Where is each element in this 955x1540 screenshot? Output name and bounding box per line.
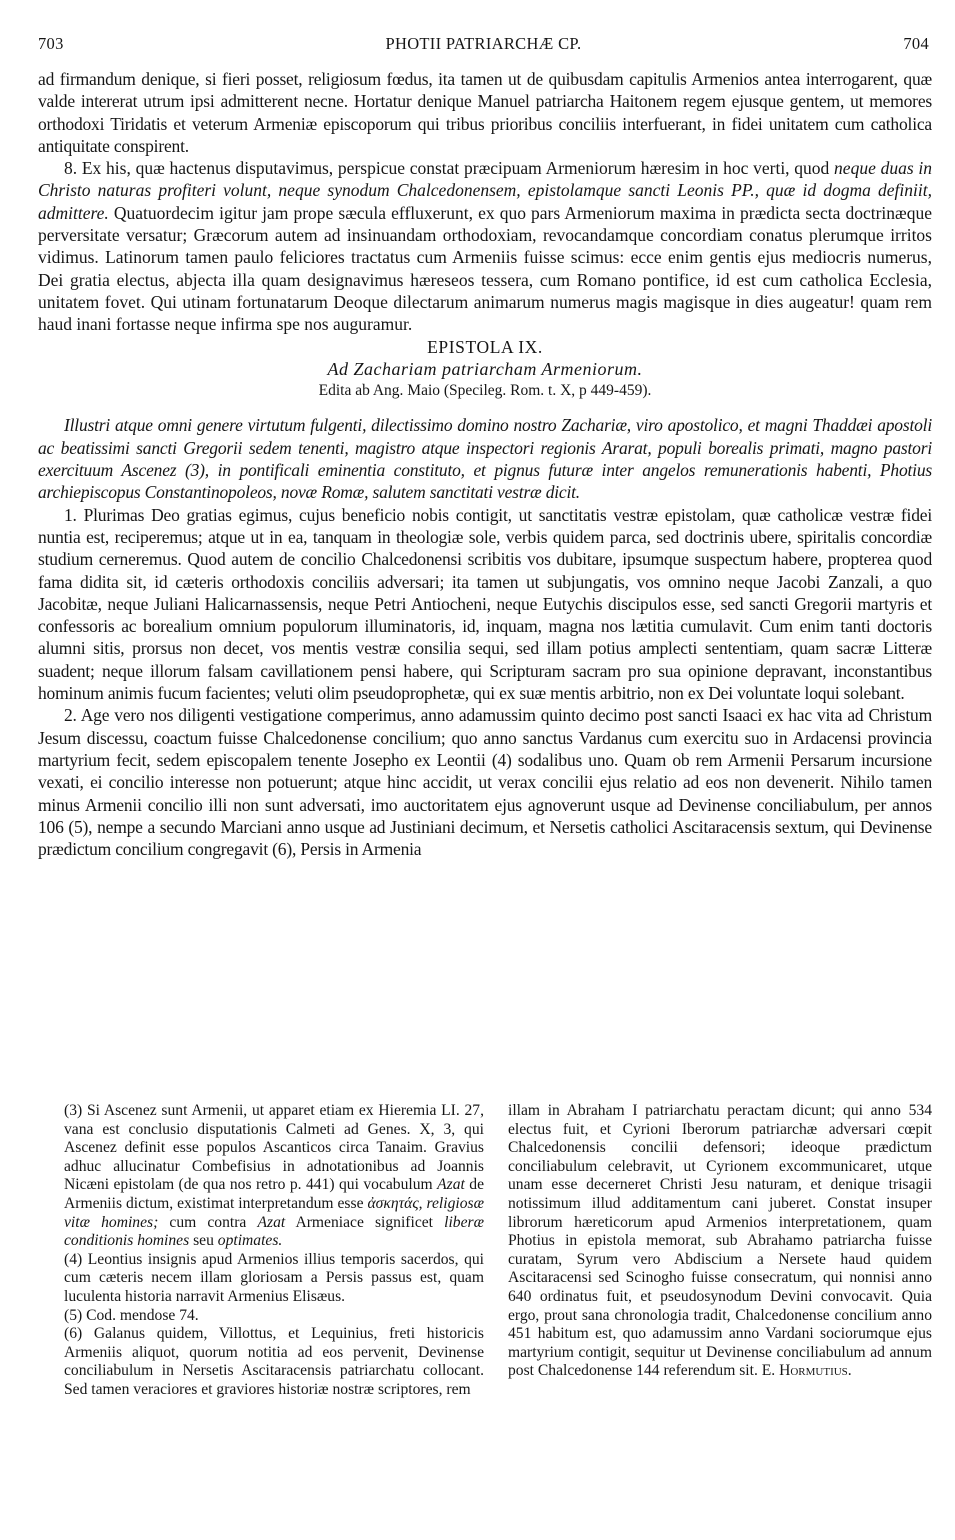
footnote-5: (5) Cod. mendose 74. (64, 1306, 199, 1324)
paragraph-8-text-b: Quatuordecim igitur jam prope sæcula effluxerunt, ex quo pars Armeniorum maxima in prædicta secta doctrinæque perversitate versatur; Græcorum autem ad insinuandam orthodoxiam, revocandamque concordiam conatus plerumque irritos vidimus. Latinorum tamen paulo feliciores tractatus cum Armeniis fuisse scimus: ecce enim gentis ejus mediocris numerus, Dei gratia electus, abjecta illa quam designavimus hæreseos tessera, cum Romano pontifice, id est cum catholica Ecclesia, unitatem fovet. Qui utinam fortunatarum Deoque dilectarum animarum numerus magis magisque in dies augeatur! quam rem haud inani fortasse neque infirma spe nos auguramur. (38, 202, 932, 335)
footnote-6: (6) Galanus quidem, Villottus, et Lequinius, freti historicis Armeniis aliquot, quorum notitia ad eos pervenit, Devinense conciliabulum in Nersetis Ascitaracensis patriarchatu collocant. Sed tamen veraciores et graviores historiæ nostræ scriptores, rem (64, 1325, 484, 1398)
page-number-right: 704 (903, 34, 929, 53)
footnote-3-text-b: de Armeniis dictum, existimat interpretandum esse (64, 1176, 484, 1212)
footnote-signature: E. Hormutius. (761, 1362, 852, 1380)
paragraph-8 (38, 157, 932, 335)
paragraph-continuation: ad firmandum denique, si fieri posset, religiosum fœdus, ita tamen ut de quibusdam capitulis Armenios antea interrogarent, quæ valde intererat utrum ipsi admitterent necne. Hortatur denique Manuel patriarcha Haitonem regem ejusque gentem, ut memores orthodoxi Tiridatis et veterum Armeniæ episcoporum qui tribus prioribus conciliis interfuerant, in fidei unitatem cum catholica antiquitate conspirent. (38, 69, 932, 156)
paragraph-2: 2. Age vero nos diligenti vestigatione comperimus, anno adamussim quinto decimo post sancti Isaaci ex hac vita ad Christum Jesum discessu, coactum fuisse Chalcedonense concilium; quo anno sanctus Vardanus cum exercitu suo in Ardacensi provincia martyrium fecit, sedem episcopalem tenente Josepho ex Leontii (4) sodalibus uno. Quam ob rem Armenii Persarum incursione vexati, ei concilio interesse non potuerunt; atque hinc accidit, ut verax concilii ejus relatio ad eos non devenerit. Nihilo tamen minus Armenii concilio illi non sunt adversati, imo auctoritatem ejus agnoverunt usque ad Devinense conciliabulum, per annos 106 (5), nempe a secundo Marciani anno usque ad Justiniani decimum, et Nersetis catholici Ascitaracensis sextum, qui Devinense prædictum concilium congregavit (6), Persis in Armenia (38, 705, 932, 860)
page-number-left: 703 (38, 34, 64, 53)
footnote-6-continuation-text: illam in Abraham I patriarchatu peractam dicunt; qui anno 534 electus fuit, et Cyrioni Iberorum patriarchæ adversari cœpit Chalcedonensis concilii defensori; ideoque prædictum conciliabulum celebravit, ut Cyrionem excommunicaret, utque unam esse decerneret Christi Jesu naturam, et denique trisagii notissimum illud additamentum cani juberet. Constat insuper librorum hæreticorum apud Armenios interpretationem, quam Photius in epistola memorat, sub Abrahamo patriarcha fuisse curatam, Syrum vero Abdiscium a Nersete haud quidem Ascitaracensi sed Scinogho fuisse consecratum, qui nonnisi anno 640 ordinatus fuit, et pseudosynodum Devini convocavit. Quia ergo, prout sana chronologia tradit, Chalcedonense concilium anno 451 habitum est, quo adamussim anno Vardani sociorumque ejus martyrium contigit, sequitur ut Devinense conciliabulum ad annum post Chalcedonense 144 referendum sit. (508, 1102, 932, 1380)
footnote-3-azat: Azat (437, 1176, 465, 1194)
paragraph-1: 1. Plurimas Deo gratias egimus, cujus beneficio nobis contigit, ut sanctitatis vestræ epistolam, quæ catholicæ vestræ fidei nuntia est, reciperemus; atque ut in ea, tanquam in theologiæ sole, verbis quidem parca, sed doctrinis ubere, spiritalis concordiæ studium cerneremus. Quod autem de concilio Chalcedonensi scribitis vos dubitare, ipsumque suspectum habere, propterea quod fama didita sit, id cæteris orthodoxis conciliis adversari; ita tamen ut subjungatis, vos omnino neque Jacobi Zanzali, a quo Jacobitæ, neque Juliani Halicarnassensis, neque Petri Antiocheni, neque Eutychis discipulos esse, sed sancti Gregorii martyris et confessoris ac borealium omnium populorum illuminatoris, id, inquam, magna nos lætitia cumulavit. Cum enim tanti doctoris alumni sitis, prorsus non decet, vos mentis vestræ consilia sequi, sed illam potius amplecti sententiam, quam sacræ Litteræ suadent; neque illorum falsam cavillationem pensi habere, qui Scripturam sacram pro sua opinione depravant, inconstantibus hominum animis fucum facientes; veluti olim pseudoprophetæ, qui ex suæ mentis arbitrio, non ex Dei voluntate loqui solebant. (38, 504, 932, 704)
main-text (38, 68, 932, 860)
running-title: PHOTII PATRIARCHÆ CP. (385, 34, 582, 53)
footnote-3-optimates: optimates. (217, 1232, 283, 1250)
footnote-3 (64, 1102, 484, 1251)
source-note: Edita ab Ang. Maio (Specileg. Rom. t. X, p 449-459). (318, 382, 652, 400)
paragraph-8-italic: neque duas in Christo naturas profiteri volunt, neque synodum Chalcedonensem, epistolamque sancti Leonis PP., quæ id dogma definiit, admittere. (38, 158, 932, 223)
footnote-6-continuation (508, 1102, 932, 1381)
footnotes-right-column (508, 1102, 932, 1381)
salutation: Illustri atque omni genere virtutum fulgenti, dilectissimo domino nostro Zachariæ, viro apostolico, et magni Thaddæi apostoli ac beatissimi sancti Gregorii sedem tenenti, magistro atque inspectori regionis Ararat, populi borealis primati, magno pastori exercituum Ascenez (3), in pontificali eminentia constituto, et pignus futuræ inter angelos remunerationis habenti, Photius archiepiscopus Constantinopoleos, novæ Romæ, salutem sanctitati vestræ dicit. (38, 415, 932, 503)
footnote-3-text-d: Armeniace significet (285, 1213, 445, 1231)
epistola-heading: EPISTOLA IX. (427, 336, 543, 357)
footnote-3-text-c: cum contra (158, 1213, 258, 1231)
footnotes (38, 1102, 932, 1512)
epistola-subheading: Ad Zachariam patriarcham Armeniorum. (327, 358, 643, 379)
footnote-4: (4) Leontius insignis apud Armenios illius temporis sacerdos, qui cum cæteris necem illam gloriosam a Persis passus est, quam luculenta historia narravit Armenius Elisæus. (64, 1250, 484, 1305)
footnote-3-text-e: seu (189, 1232, 218, 1250)
footnote-3-text-a: (3) Si Ascenez sunt Armenii, ut apparet etiam ex Hieremia LI. 27, vana est conclusio disputationis Calmeti ad Genes. X, 3, qui Ascenez definit esse populos Ascanticos circa Tanaim. Gravius adhuc allucinatur Combefisius in adnotationibus ad Joannis Nicæni epistolam (de qua nos retro p. 441) qui vocabulum (64, 1102, 484, 1194)
footnote-3-greek: ἀσκητάς, religiosæ vitæ homines; (64, 1194, 484, 1231)
running-header (38, 34, 929, 56)
footnote-3-azat-2: Azat (257, 1213, 286, 1231)
footnotes-left-column (64, 1102, 484, 1400)
footnote-3-liberae: liberæ conditionis homines (64, 1213, 484, 1250)
paragraph-8-text-a: 8. Ex his, quæ hactenus disputavimus, perspicue constat præcipuam Armeniorum hæresim in hoc verti, quod (64, 158, 835, 179)
